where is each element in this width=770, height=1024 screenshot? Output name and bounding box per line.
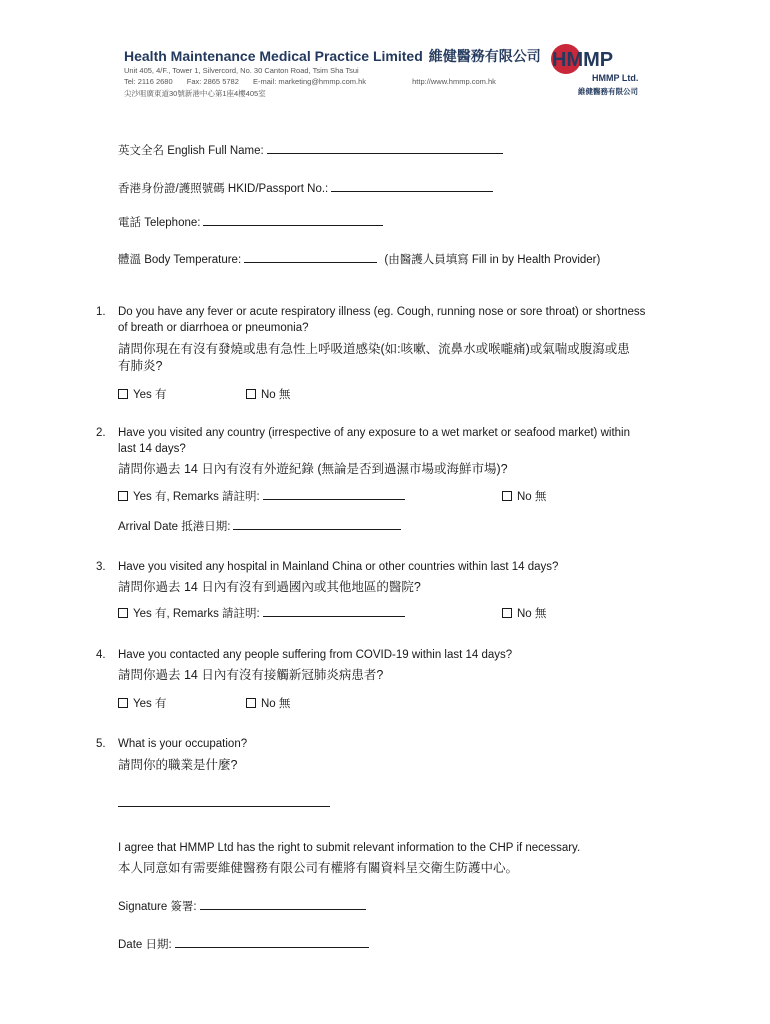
q4-text-cn-1: 請問你過去 14 日內有沒有接觸新冠肺炎病患者? — [118, 668, 384, 682]
company-address-cn: 尖沙咀廣東道30號新港中心第1座4樓405室 — [124, 89, 266, 98]
company-fax: Fax: 2865 5782 — [186, 77, 239, 86]
q2-yes-option[interactable] — [118, 488, 405, 504]
english-name-label: 英文全名 English Full Name: — [118, 145, 264, 157]
q1-text-en-2: of breath or diarrhoea or pneumonia? — [118, 322, 309, 334]
company-address-en: Unit 405, 4/F., Tower 1, Silvercord, No. 30 Canton Road, Tsim Sha Tsui — [124, 66, 359, 75]
q1-yes-label: Yes 有 — [133, 389, 167, 401]
signature-field — [118, 898, 366, 914]
q2-number: 2. — [96, 427, 106, 439]
q2-text-cn-1: 請問你過去 14 日內有沒有外遊紀錄 (無論是否到過濕市場或海鮮市場)? — [118, 462, 508, 476]
q1-text-en-1: Do you have any fever or acute respiratory illness (eg. Cough, running nose or sore throat) or shortness — [118, 306, 646, 318]
q3-no-option[interactable] — [502, 605, 546, 621]
q4-yes-label: Yes 有 — [133, 698, 167, 710]
q2-no-label: No 無 — [517, 491, 547, 503]
company-tel: Tel: 2116 2680 — [124, 77, 173, 86]
q5-text-cn-1: 請問你的職業是什麼? — [118, 758, 238, 772]
q2-arrival-field — [118, 518, 401, 534]
q2-text-en-2: last 14 days? — [118, 443, 186, 455]
q4-no-option[interactable] — [246, 695, 290, 711]
q2-arrival-label: Arrival Date 抵港日期: — [118, 521, 231, 533]
logo-mark: HMMP — [552, 49, 614, 71]
q1-no-label: No 無 — [261, 389, 291, 401]
q3-text-cn-1: 請問你過去 14 日內有沒有到過國內或其他地區的醫院? — [118, 580, 421, 594]
date-input[interactable] — [175, 936, 369, 948]
q5-number: 5. — [96, 738, 106, 750]
q1-no-option[interactable] — [246, 386, 290, 402]
q4-number: 4. — [96, 649, 106, 661]
company-name — [124, 46, 541, 66]
body-temperature-field — [118, 251, 600, 267]
consent-text-en: I agree that HMMP Ltd has the right to submit relevant information to the CHP if necessary. — [118, 842, 581, 854]
q4-no-label: No 無 — [261, 698, 291, 710]
q3-yes-label: Yes 有, Remarks 請註明: — [133, 608, 260, 620]
q1-no-checkbox[interactable] — [246, 389, 256, 399]
body-temperature-input[interactable] — [244, 251, 377, 263]
date-label: Date 日期: — [118, 939, 172, 951]
q1-yes-option[interactable] — [118, 386, 166, 402]
consent-text-cn: 本人同意如有需要維健醫務有限公司有權將有關資料呈交衛生防護中心。 — [118, 861, 519, 875]
date-field — [118, 936, 369, 952]
body-temperature-label: 體溫 Body Temperature: — [118, 254, 242, 266]
q2-text-en-1: Have you visited any country (irrespective of any exposure to a wet market or seafood market) within — [118, 427, 630, 439]
company-name-cn: 維健醫務有限公司 — [428, 48, 541, 64]
q2-remarks-input[interactable] — [263, 488, 405, 500]
body-temperature-note: (由醫護人員填寫 Fill in by Health Provider) — [384, 254, 601, 266]
q2-no-option[interactable] — [502, 488, 546, 504]
telephone-label: 電話 Telephone: — [118, 217, 201, 229]
q2-no-checkbox[interactable] — [502, 491, 512, 501]
hkid-label: 香港身份證/護照號碼 HKID/Passport No.: — [118, 183, 329, 195]
q4-text-en-1: Have you contacted any people suffering from COVID-19 within last 14 days? — [118, 649, 513, 661]
logo-subtitle-en: HMMP Ltd. — [592, 73, 639, 83]
occupation-input[interactable] — [118, 806, 330, 807]
telephone-input[interactable] — [203, 214, 383, 226]
logo-subtitle-cn: 維健醫務有限公司 — [578, 87, 638, 96]
q3-no-checkbox[interactable] — [502, 608, 512, 618]
telephone-field — [118, 214, 383, 230]
english-name-field — [118, 142, 503, 158]
signature-label: Signature 簽署: — [118, 901, 197, 913]
q1-text-cn-1: 請問你現在有沒有發燒或患有急性上呼吸道感染(如:咳嗽、流鼻水或喉嚨痛)或氣喘或腹瀉或患 — [118, 342, 630, 356]
hkid-field — [118, 180, 493, 196]
q2-yes-label: Yes 有, Remarks 請註明: — [133, 491, 260, 503]
q3-yes-option[interactable] — [118, 605, 405, 621]
q2-arrival-input[interactable] — [233, 518, 401, 530]
company-website: http://www.hmmp.com.hk — [412, 77, 496, 86]
company-email: E-mail: marketing@hmmp.com.hk — [252, 77, 367, 86]
hkid-input[interactable] — [331, 180, 493, 192]
signature-input[interactable] — [200, 898, 366, 910]
q3-text-en-1: Have you visited any hospital in Mainland China or other countries within last 14 days? — [118, 561, 559, 573]
q4-yes-checkbox[interactable] — [118, 698, 128, 708]
q1-yes-checkbox[interactable] — [118, 389, 128, 399]
company-name-en: Health Maintenance Medical Practice Limited — [124, 48, 423, 64]
q3-remarks-input[interactable] — [263, 605, 405, 617]
q1-text-cn-2: 有肺炎? — [118, 359, 163, 373]
q3-yes-checkbox[interactable] — [118, 608, 128, 618]
company-contacts — [124, 77, 496, 86]
q4-yes-option[interactable] — [118, 695, 166, 711]
q5-text-en-1: What is your occupation? — [118, 738, 248, 750]
q3-number: 3. — [96, 561, 106, 573]
english-name-input[interactable] — [267, 142, 503, 154]
q1-number: 1. — [96, 306, 106, 318]
q2-yes-checkbox[interactable] — [118, 491, 128, 501]
q3-no-label: No 無 — [517, 608, 547, 620]
q4-no-checkbox[interactable] — [246, 698, 256, 708]
